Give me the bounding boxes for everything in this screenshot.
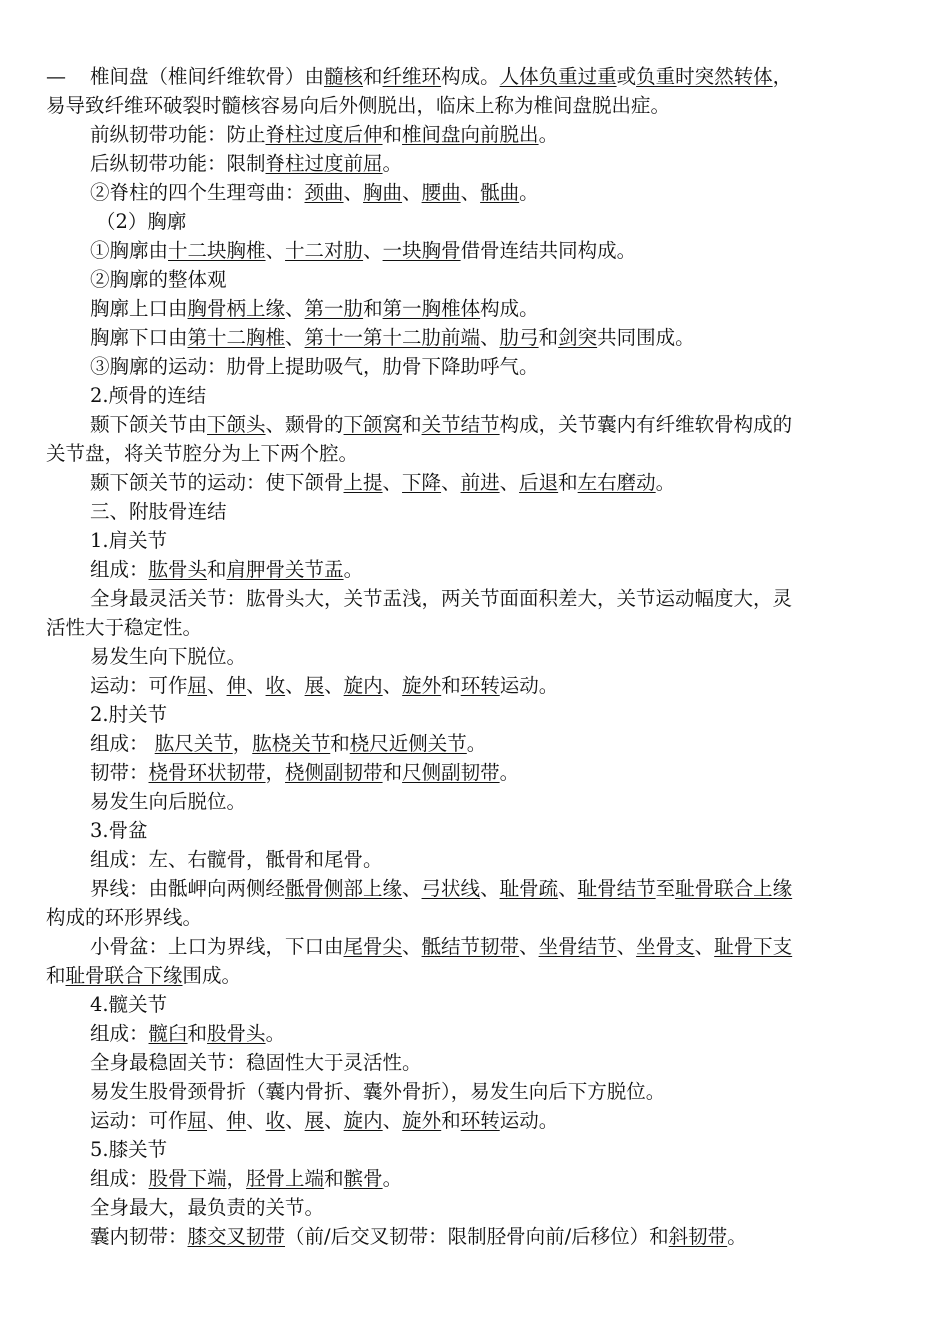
underlined-term: 展 (304, 674, 325, 697)
underlined-term: 环转 (460, 674, 500, 697)
text-run: 和 (363, 297, 383, 320)
text-run: 和 (402, 413, 422, 436)
text-line (46, 468, 896, 497)
text-line (46, 671, 896, 700)
text-line (46, 903, 896, 932)
underlined-term: 尺侧副韧带 (402, 761, 500, 784)
text-run: 和 (324, 1167, 344, 1190)
underlined-term: 展 (304, 1109, 325, 1132)
underlined-term: 坐骨支 (636, 935, 695, 958)
underlined-term: 人体负重过重 (499, 65, 617, 88)
text-run: 运动。 (499, 674, 559, 697)
text-run: 组成： (90, 1022, 149, 1045)
underlined-term: 胸曲 (363, 181, 403, 204)
text-run: 组成： (90, 558, 149, 581)
underlined-term: 腰曲 (421, 181, 461, 204)
underlined-term: 环转 (460, 1109, 500, 1132)
text-run: 、 (324, 1109, 344, 1132)
text-line (46, 526, 896, 555)
text-run: 运动：可作 (90, 674, 188, 697)
text-line (46, 1164, 896, 1193)
text-run: 至 (655, 877, 676, 900)
text-run: 活性大于稳定性。 (46, 616, 203, 639)
text-line (46, 758, 896, 787)
text-run: 和 (187, 1022, 208, 1045)
underlined-term: 耻骨下支 (714, 935, 793, 958)
text-line (46, 265, 896, 294)
text-line (46, 294, 896, 323)
text-run: （2）胸廓 (96, 210, 187, 233)
text-run: 、 (480, 326, 500, 349)
text-run: 2.肘关节 (90, 703, 168, 726)
underlined-term: 收 (265, 1109, 286, 1132)
text-run: 易发生股骨颈骨折（囊内骨折、囊外骨折），易发生向后下方脱位。 (90, 1080, 666, 1103)
underlined-term: 第十二胸椎 (187, 326, 286, 349)
underlined-term: 胸骨柄上缘 (187, 297, 286, 320)
text-line (46, 120, 896, 149)
text-line (46, 439, 896, 468)
text-run: 胸廓上口由 (90, 297, 188, 320)
text-run: 、 (441, 471, 461, 494)
text-run: ， (226, 1167, 247, 1190)
text-run: 、 (285, 297, 305, 320)
underlined-term: 负重时突然转体 (636, 65, 773, 88)
text-run: 、 (616, 935, 637, 958)
text-run: 和 (441, 674, 461, 697)
text-run: 和 (558, 471, 578, 494)
text-run: ①胸廓由 (90, 239, 169, 262)
text-line (46, 497, 896, 526)
text-run: 。 (466, 732, 487, 755)
text-run: ， (772, 65, 793, 88)
top-dash-mark: — (46, 64, 66, 88)
text-run: 2.颅骨的连结 (90, 384, 207, 407)
text-run: 颞下颌关节由 (90, 413, 208, 436)
text-run: 。 (655, 471, 676, 494)
text-run: 、 (382, 471, 403, 494)
underlined-term: 桡骨环状韧带 (148, 761, 266, 784)
text-run: 、 (207, 674, 227, 697)
text-run: 。 (343, 558, 364, 581)
underlined-term: 耻骨联合下缘 (65, 964, 183, 987)
text-run: 后纵韧带功能：限制 (90, 152, 266, 175)
text-run: 构成，关节囊内有纤维软骨构成的 (499, 413, 793, 436)
text-line (46, 700, 896, 729)
text-line (46, 1019, 896, 1048)
text-run: 。 (265, 1022, 286, 1045)
text-run: 。 (727, 1225, 747, 1248)
text-line (46, 1193, 896, 1222)
text-line (46, 1048, 896, 1077)
text-run: 、 (246, 674, 266, 697)
underlined-term: 屈 (187, 674, 208, 697)
text-line (46, 1106, 896, 1135)
text-run: 易导致纤维环破裂时髓核容易向后外侧脱出，临床上称为椎间盘脱出症。 (46, 94, 671, 117)
underlined-term: 颈曲 (304, 181, 344, 204)
text-run: 小骨盆：上口为界线，下口由 (90, 935, 344, 958)
text-run: 、 (519, 935, 539, 958)
text-run: ②脊柱的四个生理弯曲： (90, 181, 305, 204)
text-run: 、 (324, 674, 344, 697)
underlined-term: 后退 (519, 471, 559, 494)
underlined-term: 骶曲 (480, 181, 520, 204)
text-run: 组成： (90, 732, 155, 755)
text-run: 、 (246, 1109, 266, 1132)
text-run: 、 (363, 239, 383, 262)
underlined-term: 伸 (226, 1109, 247, 1132)
text-run: 。 (538, 123, 559, 146)
text-run: 全身最灵活关节：肱骨头大，关节盂浅，两关节面面积差大，关节运动幅度大，灵 (90, 587, 793, 610)
text-line (46, 410, 896, 439)
underlined-term: 肩胛骨关节盂 (226, 558, 344, 581)
text-line (46, 149, 896, 178)
underlined-term: 坐骨结节 (538, 935, 617, 958)
text-line (46, 381, 896, 410)
text-line (46, 91, 896, 120)
underlined-term: 下颌窝 (343, 413, 403, 436)
underlined-term: 剑突 (558, 326, 598, 349)
text-run: 、 (694, 935, 715, 958)
underlined-term: 下降 (402, 471, 442, 494)
underlined-term: 斜韧带 (668, 1225, 728, 1248)
text-run: 和 (441, 1109, 461, 1132)
underlined-term: 第一胸椎体 (382, 297, 481, 320)
underlined-term: 十二对肋 (285, 239, 364, 262)
underlined-term: 旋外 (402, 1109, 442, 1132)
text-line (46, 932, 896, 961)
text-line (46, 787, 896, 816)
text-line (46, 584, 896, 613)
text-line (46, 1222, 896, 1251)
text-run: 囊内韧带： (90, 1225, 188, 1248)
underlined-term: 旋内 (343, 674, 383, 697)
text-run: 、 (265, 239, 286, 262)
underlined-term: 十二块胸椎 (168, 239, 266, 262)
underlined-term: 下颌头 (207, 413, 266, 436)
text-line (46, 555, 896, 584)
underlined-term: 肱骨头 (148, 558, 208, 581)
text-run: 、 (343, 181, 364, 204)
text-run: 和 (382, 123, 403, 146)
underlined-term: 骶结节韧带 (421, 935, 520, 958)
underlined-term: 伸 (226, 674, 247, 697)
text-run: 构成。 (441, 65, 500, 88)
underlined-term: 耻骨联合上缘 (675, 877, 793, 900)
underlined-term: 旋外 (402, 674, 442, 697)
underlined-term: 前进 (460, 471, 500, 494)
underlined-term: 肋弓 (499, 326, 539, 349)
underlined-term: 脊柱过度前屈 (265, 152, 383, 175)
text-run: 、 (285, 674, 305, 697)
text-run: （前/后交叉韧带：限制胫骨向前/后移位）和 (285, 1225, 669, 1248)
text-run: 1.肩关节 (90, 529, 168, 552)
text-line (46, 729, 896, 758)
text-run: 共同围成。 (597, 326, 695, 349)
underlined-term: 膝交叉韧带 (187, 1225, 286, 1248)
text-run: 5.膝关节 (90, 1138, 168, 1161)
underlined-term: 桡尺近侧关节 (349, 732, 467, 755)
underlined-term: 第一肋 (304, 297, 364, 320)
text-line (46, 990, 896, 1019)
underlined-term: 收 (265, 674, 286, 697)
text-run: 、 (382, 1109, 403, 1132)
text-line (46, 236, 896, 265)
text-line (46, 352, 896, 381)
text-run: 运动。 (499, 1109, 559, 1132)
text-run: 、颞骨的 (265, 413, 344, 436)
text-run: 三、附肢骨连结 (90, 500, 227, 523)
text-run: 全身最稳固关节：稳固性大于灵活性。 (90, 1051, 422, 1074)
text-line (46, 816, 896, 845)
underlined-term: 左右磨动 (577, 471, 656, 494)
text-run: 椎间盘（椎间纤维软骨）由 (90, 65, 325, 88)
text-run: 和 (46, 964, 66, 987)
text-run: 前纵韧带功能：防止 (90, 123, 266, 146)
text-run: 围成。 (182, 964, 242, 987)
text-run: 运动：可作 (90, 1109, 188, 1132)
text-run: 4.髋关节 (90, 993, 168, 1016)
text-run: 、 (285, 1109, 305, 1132)
text-run: 、 (402, 877, 422, 900)
underlined-term: 脊柱过度后伸 (265, 123, 383, 146)
underlined-term: 胫骨上端 (246, 1167, 325, 1190)
underlined-term: 弓状线 (421, 877, 481, 900)
underlined-term: 纤维环 (382, 65, 442, 88)
text-line (46, 874, 896, 903)
underlined-term: 骶骨侧部上缘 (285, 877, 403, 900)
text-run: 、 (558, 877, 578, 900)
text-run: 、 (382, 674, 403, 697)
text-run: 、 (499, 471, 520, 494)
text-run: ②胸廓的整体观 (90, 268, 227, 291)
text-run: ③胸廓的运动：肋骨上提助吸气，肋骨下降助呼气。 (90, 355, 539, 378)
text-run: 关节盘，将关节腔分为上下两个腔。 (46, 442, 359, 465)
underlined-term: 股骨下端 (148, 1167, 227, 1190)
text-run: 、 (207, 1109, 227, 1132)
underlined-term: 上提 (343, 471, 383, 494)
text-run: 借骨连结共同构成。 (460, 239, 637, 262)
underlined-term: 关节结节 (421, 413, 500, 436)
text-run: 组成： (90, 1167, 149, 1190)
underlined-term: 髌骨 (343, 1167, 383, 1190)
underlined-term: 股骨头 (207, 1022, 266, 1045)
text-run: 全身最大，最负责的关节。 (90, 1196, 325, 1219)
text-run: 、 (402, 935, 422, 958)
underlined-term: 椎间盘向前脱出 (402, 123, 539, 146)
text-run: 3.骨盆 (90, 819, 148, 842)
text-run: 和 (330, 732, 350, 755)
text-line (46, 961, 896, 990)
text-line (46, 1135, 896, 1164)
text-line (46, 1077, 896, 1106)
text-run: 。 (382, 1167, 403, 1190)
text-run: 组成：左、右髋骨，骶骨和尾骨。 (90, 848, 383, 871)
text-run: 易发生向下脱位。 (90, 645, 247, 668)
text-run: ， (232, 732, 253, 755)
text-run: 韧带： (90, 761, 149, 784)
text-run: 易发生向后脱位。 (90, 790, 247, 813)
text-run: 和 (382, 761, 403, 784)
underlined-term: 第十一第十二肋前端 (304, 326, 481, 349)
text-line (46, 845, 896, 874)
underlined-term: 尾骨尖 (343, 935, 403, 958)
text-line (46, 642, 896, 671)
text-run: 或 (616, 65, 637, 88)
text-line (46, 62, 896, 91)
underlined-term: 屈 (187, 1109, 208, 1132)
text-run: 界线：由骶岬向两侧经 (90, 877, 286, 900)
text-run: ， (265, 761, 286, 784)
text-run: 。 (519, 181, 539, 204)
underlined-term: 肱尺关节 (154, 732, 233, 755)
text-run: 颞下颌关节的运动：使下颌骨 (90, 471, 344, 494)
text-run: 、 (402, 181, 422, 204)
text-run: 、 (480, 877, 500, 900)
text-run: 和 (363, 65, 383, 88)
text-run: 和 (207, 558, 227, 581)
underlined-term: 桡侧副韧带 (285, 761, 383, 784)
text-line (46, 613, 896, 642)
underlined-term: 髋臼 (148, 1022, 188, 1045)
text-run: 、 (285, 326, 305, 349)
underlined-term: 耻骨结节 (577, 877, 656, 900)
text-line (46, 178, 896, 207)
text-run: 和 (538, 326, 559, 349)
text-run: 胸廓下口由 (90, 326, 188, 349)
text-line (46, 323, 896, 352)
underlined-term: 旋内 (343, 1109, 383, 1132)
underlined-term: 肱桡关节 (252, 732, 331, 755)
text-run: 。 (382, 152, 403, 175)
text-run: 构成。 (480, 297, 539, 320)
underlined-term: 一块胸骨 (382, 239, 461, 262)
text-line (46, 207, 896, 236)
document-page (46, 62, 896, 1251)
underlined-term: 髓核 (324, 65, 364, 88)
underlined-term: 耻骨疏 (499, 877, 559, 900)
text-run: 、 (460, 181, 481, 204)
text-run: 。 (499, 761, 520, 784)
text-run: 构成的环形界线。 (46, 906, 203, 929)
